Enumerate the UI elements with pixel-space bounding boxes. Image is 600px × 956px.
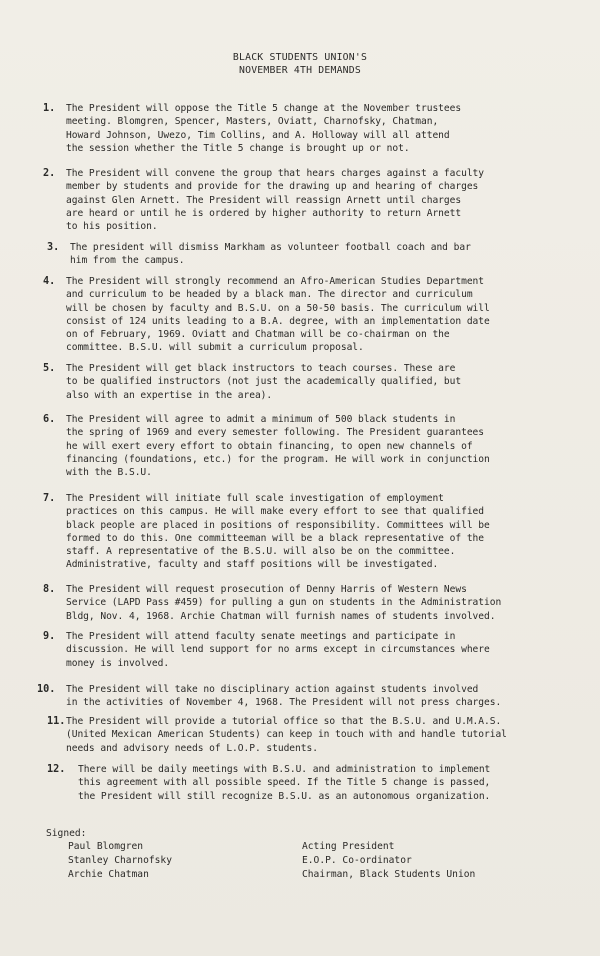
demand-text: The President will provide a tutorial office so that the B.S.U. and U.M.A.S. (United Mexican American Students) can keep in touch with and handle tutorial needs and advisory needs of L.O.P. students. (66, 716, 507, 754)
demand-text: The President will request prosecution of Denny Harris of Western News Service (LAPD Pass #459) for pulling a gun on students in the Administration Bldg, Nov. 4, 1968. Archie Chatman will furnish names of students involved. (66, 584, 502, 622)
signatory-title: E.O.P. Co-ordinator (302, 855, 412, 866)
demand-number: 2. (43, 168, 56, 179)
demand-number: 5. (43, 363, 56, 374)
demand-number: 8. (43, 584, 56, 595)
signatory-title: Chairman, Black Students Union (302, 869, 476, 880)
demand-number: 9. (43, 631, 56, 642)
document-subtitle: NOVEMBER 4TH DEMANDS (239, 65, 361, 76)
demand-number: 6. (43, 414, 56, 425)
signed-label: Signed: (46, 828, 87, 839)
demand-text: The President will take no disciplinary action against students involved in the activities of November 4, 1968. The President will not press charges. (66, 684, 502, 709)
signatory-name: Stanley Charnofsky (68, 855, 172, 866)
demand-number: 10. (37, 684, 56, 695)
demand-text: The President will attend faculty senate meetings and participate in discussion. He will lend support for no arms except in circumstances where money is involved. (66, 631, 490, 669)
demand-text: There will be daily meetings with B.S.U. and administration to implement this agreement with all possible speed. If the Title 5 change is passed, the President will still recognize B.S.U. as an autonomous organization. (78, 764, 491, 802)
demand-text: The President will agree to admit a minimum of 500 black students in the spring of 1969 and every semester following. The President guarantees he will exert every effort to obtain financing, to open new channels of financing (foundations, etc.) for the program. He will work in conjunction with the B.S.U. (66, 414, 490, 479)
demand-text: The President will convene the group that hears charges against a faculty member by students and provide for the drawing up and hearing of charges against Glen Arnett. The President will reassign Arnett until charges are heard or until he is ordered by higher authority to return Arnett to his position. (66, 168, 484, 233)
signatory-name: Archie Chatman (68, 869, 149, 880)
demand-number: 3. (47, 242, 60, 253)
demand-text: The President will get black instructors to teach courses. These are to be qualified instructors (not just the academically qualified, but also with an expertise in the area). (66, 363, 462, 401)
demand-number: 11. (47, 716, 66, 727)
demand-number: 4. (43, 276, 56, 287)
signatory-title: Acting President (302, 841, 395, 852)
demand-text: The president will dismiss Markham as volunteer football coach and bar him from the campus. (70, 242, 471, 267)
demand-number: 12. (47, 764, 66, 775)
signatory-name: Paul Blomgren (68, 841, 144, 852)
demand-text: The President will strongly recommend an Afro-American Studies Department and curriculum to be headed by a black man. The director and curriculum will be chosen by faculty and B.S.U. on a 50-50 basis. The curriculum will consist of 124 units leading to a B.A. degree, with an implementation date on of February, 1969. Oviatt and Chatman will be co-chairman on the committee. B.S.U. will submit a curriculum proposal. (66, 276, 490, 354)
demand-number: 1. (43, 103, 56, 114)
demand-text: The President will oppose the Title 5 change at the November trustees meeting. Blomgren, Spencer, Masters, Oviatt, Charnofsky, Chatman, Howard Johnson, Uwezo, Tim Collins, and A. Holloway will all attend the session whether the Title 5 change is brought up or not. (66, 103, 462, 154)
document-title: BLACK STUDENTS UNION'S (232, 52, 368, 63)
demand-text: The President will initiate full scale investigation of employment practices on this campus. He will make every effort to see that qualified black people are placed in positions of responsibility. Committees will be formed to do this. One committeeman will be a black representative of the staff. A representative of the B.S.U. will also be on the committee. Administrative, faculty and staff positions will be investigated. (66, 493, 490, 571)
demand-number: 7. (43, 493, 56, 504)
